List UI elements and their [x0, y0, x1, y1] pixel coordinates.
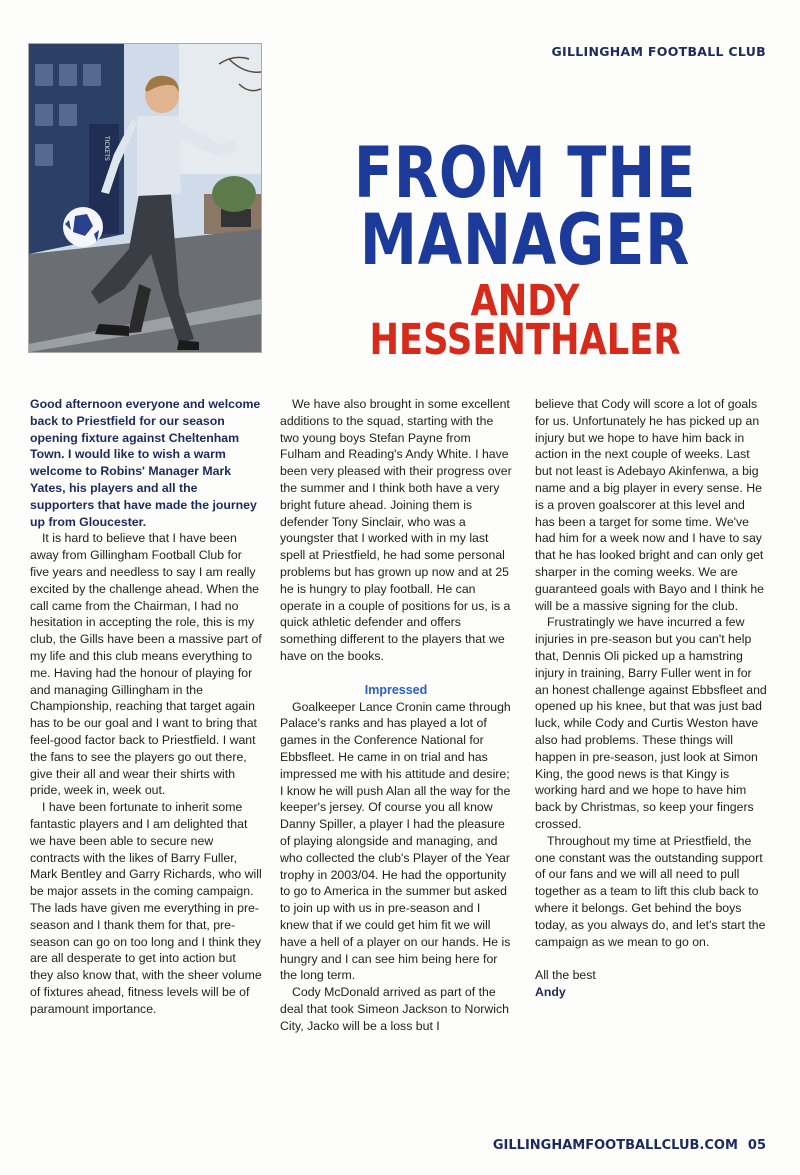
article-paragraph: Goalkeeper Lance Cronin came through Palace's ranks and has played a lot of games in the Conference National for Ebbsfleet. He came in on trial and has impressed me with his attitude and desire; I know he will push Alan all the way for the keeper's jersey. Of course you all know Danny Spiller, a player I had the pleasure of playing alongside and managing, and who collected the club's Player of the Year trophy in 2003/04. He had the opportunity to go to America in the summer but asked to join up with us in pre-season and I knew that if we could get him fit we will have a hell of a player on our hands. He is hungry and I can see him being here for the long term. [280, 699, 511, 983]
subheading-impressed: Impressed [364, 682, 428, 697]
sign-off-greeting: All the best [535, 968, 596, 983]
article-paragraph: believe that Cody will score a lot of goals for us. Unfortunately he has picked up an injury but we hope to have him back in action in the next couple of weeks. Last but not least is Adebayo Akinfenwa, a big name and a big player in every sense. He is a proven goalscorer at this level and has been a target for some time. We've had him for a week now and I have to say that he has looked bright and can only get sharper in the coming weeks. We are guaranteed goals with Bayo and I think he will be a massive signing for the club. [535, 397, 765, 613]
sign-off [535, 967, 767, 1001]
article-paragraph: I have been fortunate to inherit some fantastic players and I am delighted that we have been able to secure new contracts with the likes of Barry Fuller, Mark Bentley and Garry Richards, who will be major assets in the coming campaign. The lads have given me everything in pre-season and I thank them for that, pre-season can go on too long and I think they are all desperate to get into action but they also know that, with the sheer volume of fixtures ahead, fitness levels will be of paramount importance. [30, 800, 262, 1016]
tickets-sign: TICKETS [103, 136, 110, 161]
headline [285, 132, 765, 365]
headline-from-the: FROM THE [353, 132, 697, 214]
article-paragraph: It is hard to believe that I have been away from Gillingham Football Club for five years and needless to say I am really excited by the challenge ahead. When the call came from the Chairman, I had no hesitation in accepting the role, this is my club, the Gills have been a massive part of my life and this club means everything to me. Having had the honour of playing for and managing Gillingham in the Championship, reaching that target again has to be our goal and I want to bring that feel-good factor back to Priestfield. I want the fans to see the players go out there, give their all and wear their shirts with pride, week in, week out. [30, 531, 262, 798]
article-paragraph: Frustratingly we have incurred a few injuries in pre-season but you can't help that, Dennis Oli picked up a hamstring injury in training, Barry Fuller went in for an honest challenge against Ebbsfleet and opened up his knee, but that was just bad luck, while Cody and Curtis Weston have also had problems. These things will happen in pre-season, just look at Simon King, the good news is that Kingy is working hard and we hope to have him back by Christmas, so keep your fingers crossed. [535, 615, 767, 831]
page-number: 05 [747, 1138, 766, 1153]
article-column-2 [280, 396, 512, 1034]
article-paragraph: Throughout my time at Priestfield, the one constant was the outstanding support of our fans and we will all need to pull together as a team to lift this club back to where it belongs. Get behind the boys today, as you always do, and let's start the campaign as we mean to go on. [535, 833, 766, 949]
club-header: GILLINGHAM FOOTBALL CLUB [551, 44, 766, 59]
article-lead: Good afternoon everyone and welcome back to Priestfield for our season opening fixture against Cheltenham Town. I would like to wish a warm welcome to Robins' Manager Mark Yates, his players and all the supporters that have made the journey up from Gloucester. [30, 397, 261, 529]
headline-manager: MANAGER [359, 199, 691, 281]
manager-photo [28, 43, 262, 353]
article-paragraph: We have also brought in some excellent additions to the squad, starting with the two young boys Stefan Payne from Fulham and Reading's Andy White. I have been very pleased with their progress over the summer and I think both have a very bright future ahead. Joining them is defender Tony Sinclair, who was a youngster that I worked with in my last spell at Priestfield, he had some personal problems but has grown up now and at 25 he is hungry to play football. He can operate in a couple of positions for us, is a quick athletic defender and offers something different to the players that we have on the books. [280, 397, 512, 663]
footer-url: GILLINGHAMFOOTBALLCLUB.COM [492, 1138, 738, 1153]
manager-name: ANDY HESSENTHALER [369, 276, 681, 365]
article-column-3 [535, 396, 767, 1001]
article-body [30, 396, 770, 1116]
sign-off-name: Andy [535, 985, 566, 1000]
page-footer [493, 1138, 766, 1153]
article-paragraph: Cody McDonald arrived as part of the deal that took Simeon Jackson to Norwich City, Jacko will be a loss but I [280, 985, 509, 1033]
article-column-1 [30, 396, 262, 1017]
